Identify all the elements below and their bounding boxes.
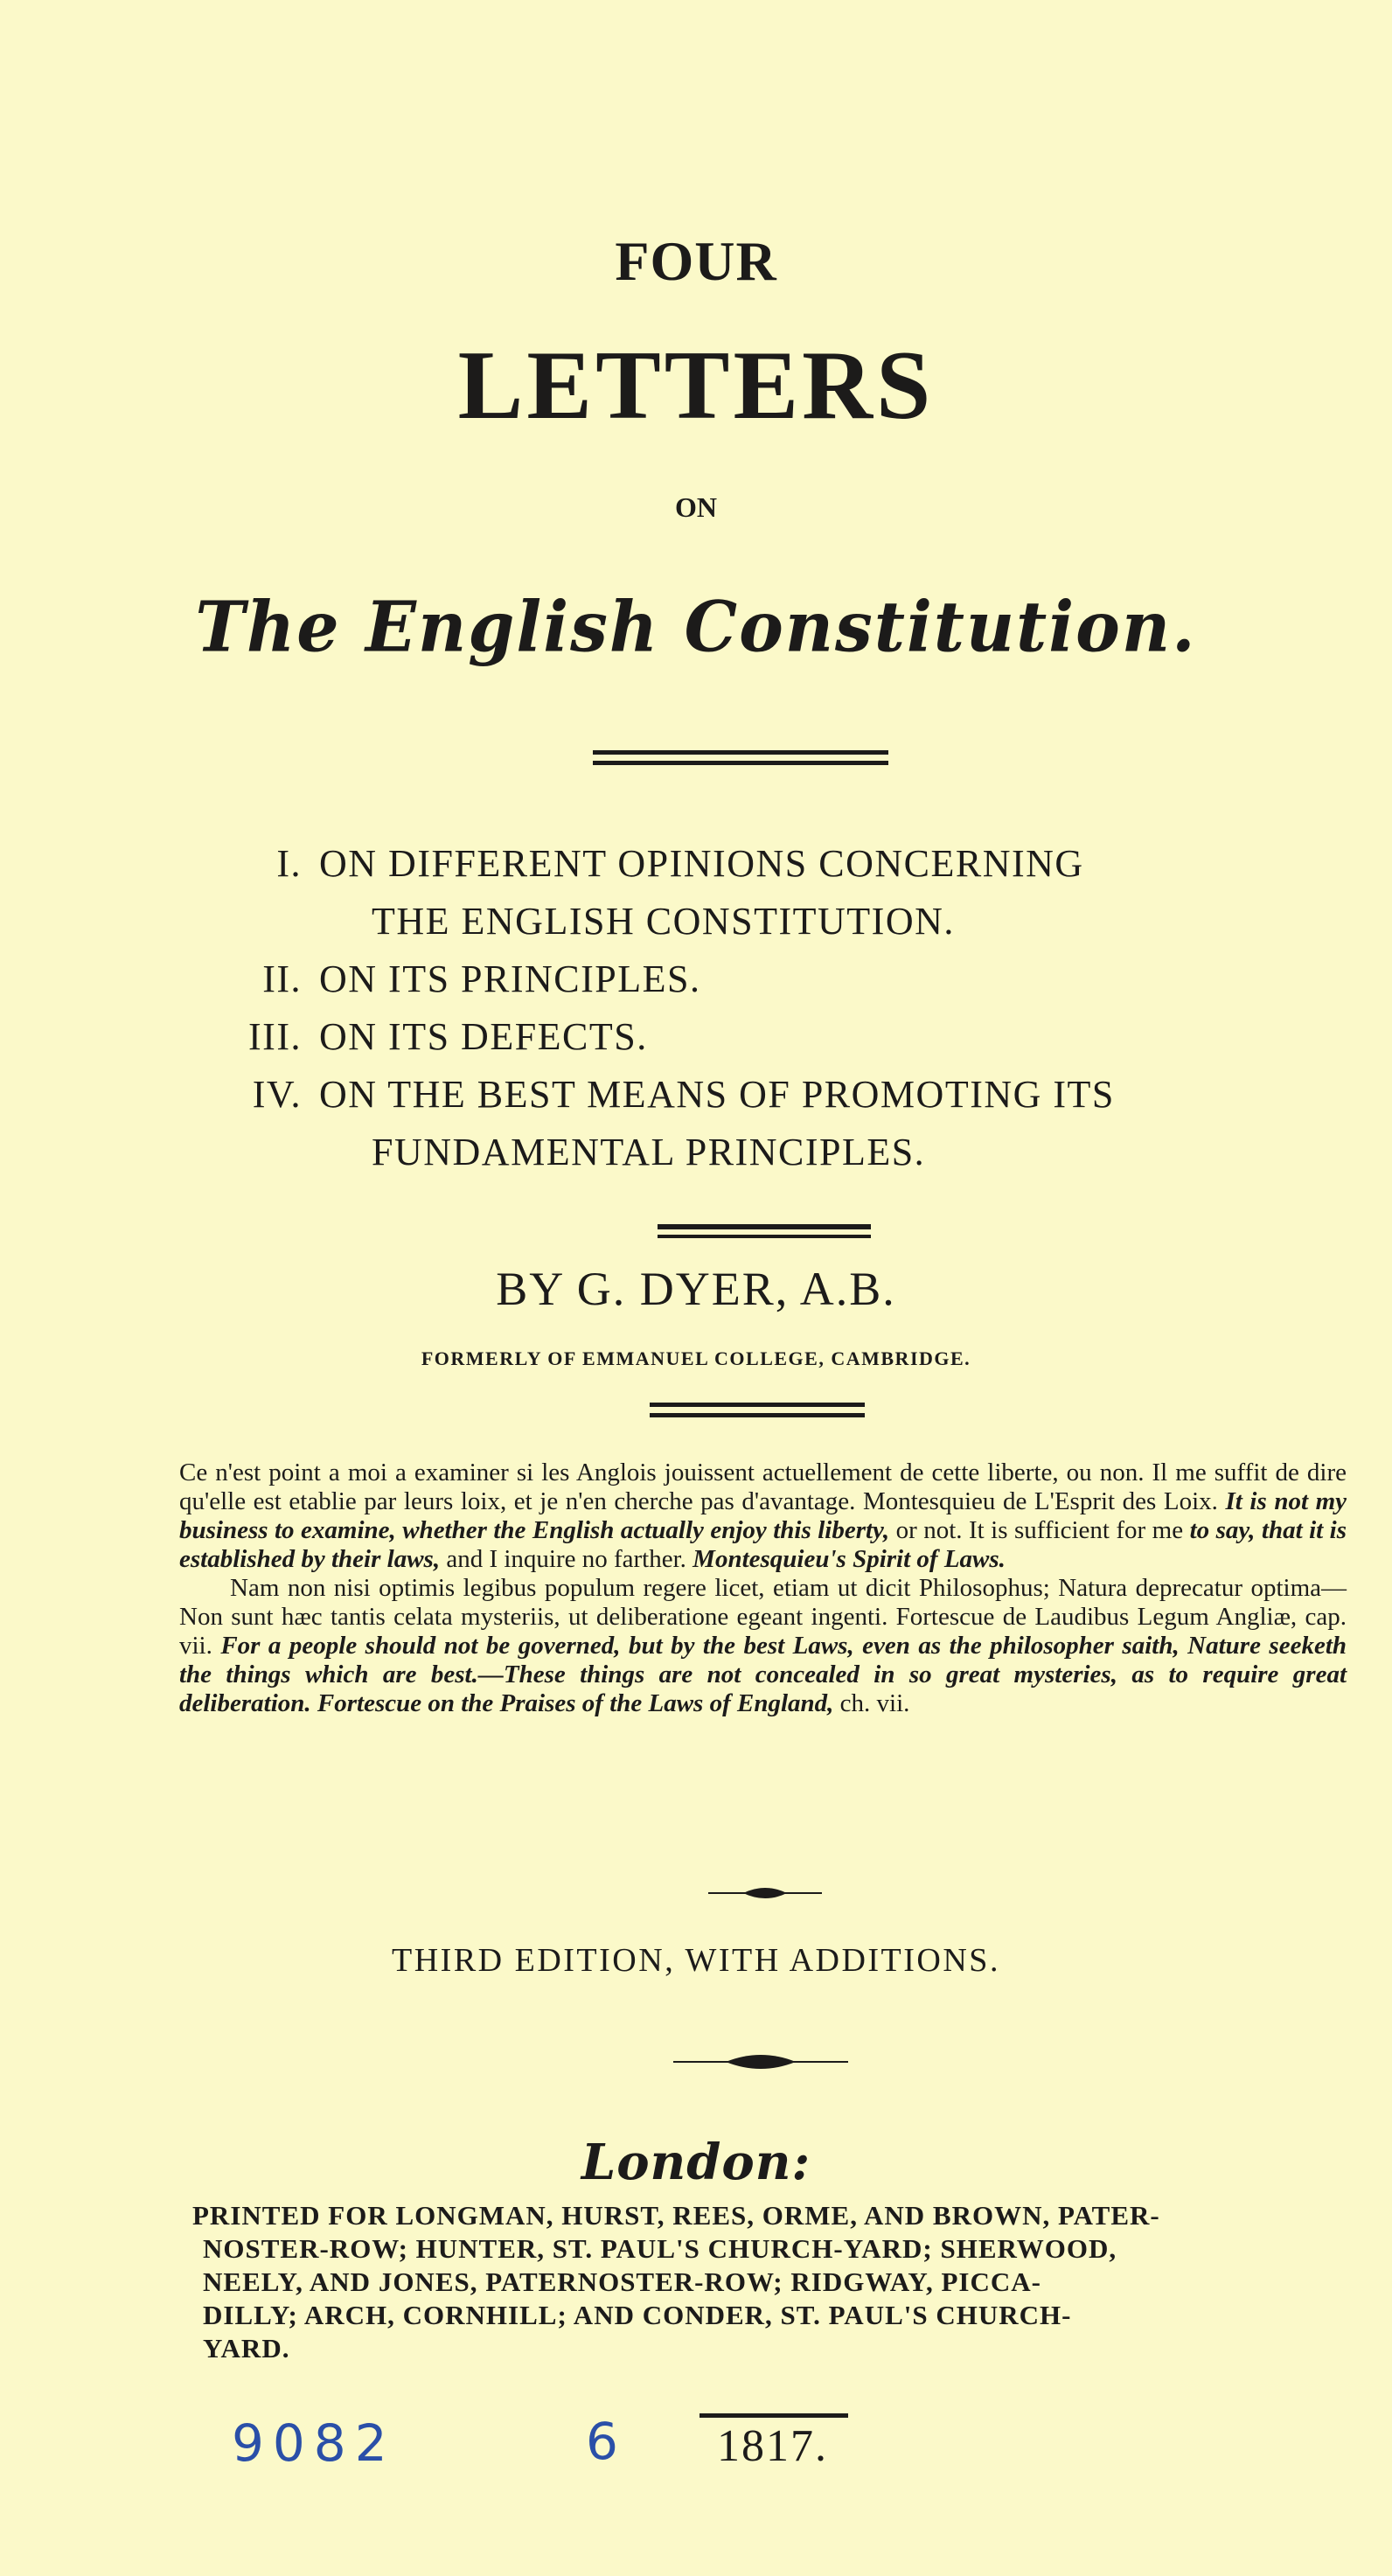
title-line-four: FOUR — [615, 230, 777, 292]
imprint-year: 1817. — [717, 2421, 828, 2471]
ornament-divider-icon — [673, 2051, 848, 2072]
edition-statement: THIRD EDITION, WITH ADDITIONS. — [392, 1942, 1000, 1979]
contents-item — [201, 1066, 1338, 1124]
author-rule-bottom — [658, 1235, 871, 1238]
contents-item-continuation — [201, 1124, 1338, 1181]
title-line-on: ON — [675, 491, 717, 523]
contents-item-text: ON DIFFERENT OPINIONS CONCERNING — [319, 842, 1084, 885]
imprint-line: NOSTER-ROW; HUNTER, ST. PAUL'S CHURCH-YARD; SHERWOOD, — [203, 2233, 1117, 2264]
contents-list — [201, 835, 1338, 1181]
contents-item — [201, 1008, 1338, 1066]
imprint-line: DILLY; ARCH, CORNHILL; AND CONDER, ST. PAUL'S CHURCH- — [203, 2300, 1072, 2330]
author-line: BY G. DYER, A.B. — [496, 1263, 896, 1315]
affiliation-rule-bottom — [650, 1413, 865, 1417]
title-line-letters: LETTERS — [457, 331, 935, 440]
imprint-publishers — [192, 2199, 1351, 2365]
contents-item-text: THE ENGLISH CONSTITUTION. — [372, 900, 955, 943]
contents-item-number: II. — [262, 957, 302, 1000]
library-stamp-number: 9082 — [232, 2413, 396, 2473]
contents-item — [201, 835, 1338, 893]
imprint-line: NEELY, AND JONES, PATERNOSTER-ROW; RIDGWAY, PICCA- — [203, 2266, 1041, 2297]
epigraph — [179, 1459, 1347, 1718]
contents-item-text: ON ITS DEFECTS. — [319, 1015, 648, 1058]
epigraph-french: Ce n'est point a moi a examiner si les Anglois jouissent actuellement de cette liberte, ou non. Il me suffit de dire qu'elle est etablie par leurs loix, et je n'en cherche pas d'avantage. Montesquieu de L'Esprit des Loix. It is not my business to examine, whether the English actually enjoy this liberty, or not. It is sufficient for me to say, that it is established by their laws, and I inquire no farther. Montesquieu's Spirit of Laws. — [179, 1459, 1347, 1573]
imprint-line: PRINTED FOR LONGMAN, HURST, REES, ORME, AND BROWN, PATER- — [192, 2200, 1160, 2231]
author-affiliation: FORMERLY OF EMMANUEL COLLEGE, CAMBRIDGE. — [421, 1347, 971, 1369]
contents-item-continuation — [201, 893, 1338, 950]
author-rule-top — [658, 1224, 871, 1229]
contents-item-text: ON ITS PRINCIPLES. — [319, 957, 701, 1000]
imprint-line: YARD. — [203, 2333, 290, 2364]
epigraph-latin: Nam non nisi optimis legibus populum regere licet, etiam ut dicit Philosophus; Natura deprecatur optima—Non sunt hæc tantis celata mysteriis, ut deliberatione egeant ingenti. Fortescue de Laudibus Legum Angliæ, cap. vii. For a people should not be governed, but by the best Laws, even as the philosopher saith, Nature seeketh the things which are best.—These things are not concealed in so great mysteries, as to require great deliberation. Fortescue on the Praises of the Laws of England, ch. vii. — [179, 1574, 1347, 1717]
library-stamp-suffix: 6 — [586, 2412, 618, 2471]
imprint-place: London: — [581, 2134, 811, 2191]
contents-item-text: ON THE BEST MEANS OF PROMOTING ITS — [319, 1073, 1115, 1116]
ornament-divider-icon — [708, 1884, 822, 1902]
contents-item — [201, 950, 1338, 1008]
title-line-subject: The English Constitution. — [195, 585, 1197, 668]
affiliation-rule-top — [650, 1403, 865, 1407]
contents-item-number: III. — [248, 1015, 302, 1058]
contents-item-number: IV. — [252, 1073, 302, 1116]
year-rule — [699, 2413, 848, 2418]
title-rule-top — [593, 750, 888, 755]
contents-item-number: I. — [276, 842, 302, 885]
title-rule-bottom — [593, 761, 888, 765]
contents-item-text: FUNDAMENTAL PRINCIPLES. — [372, 1131, 926, 1173]
